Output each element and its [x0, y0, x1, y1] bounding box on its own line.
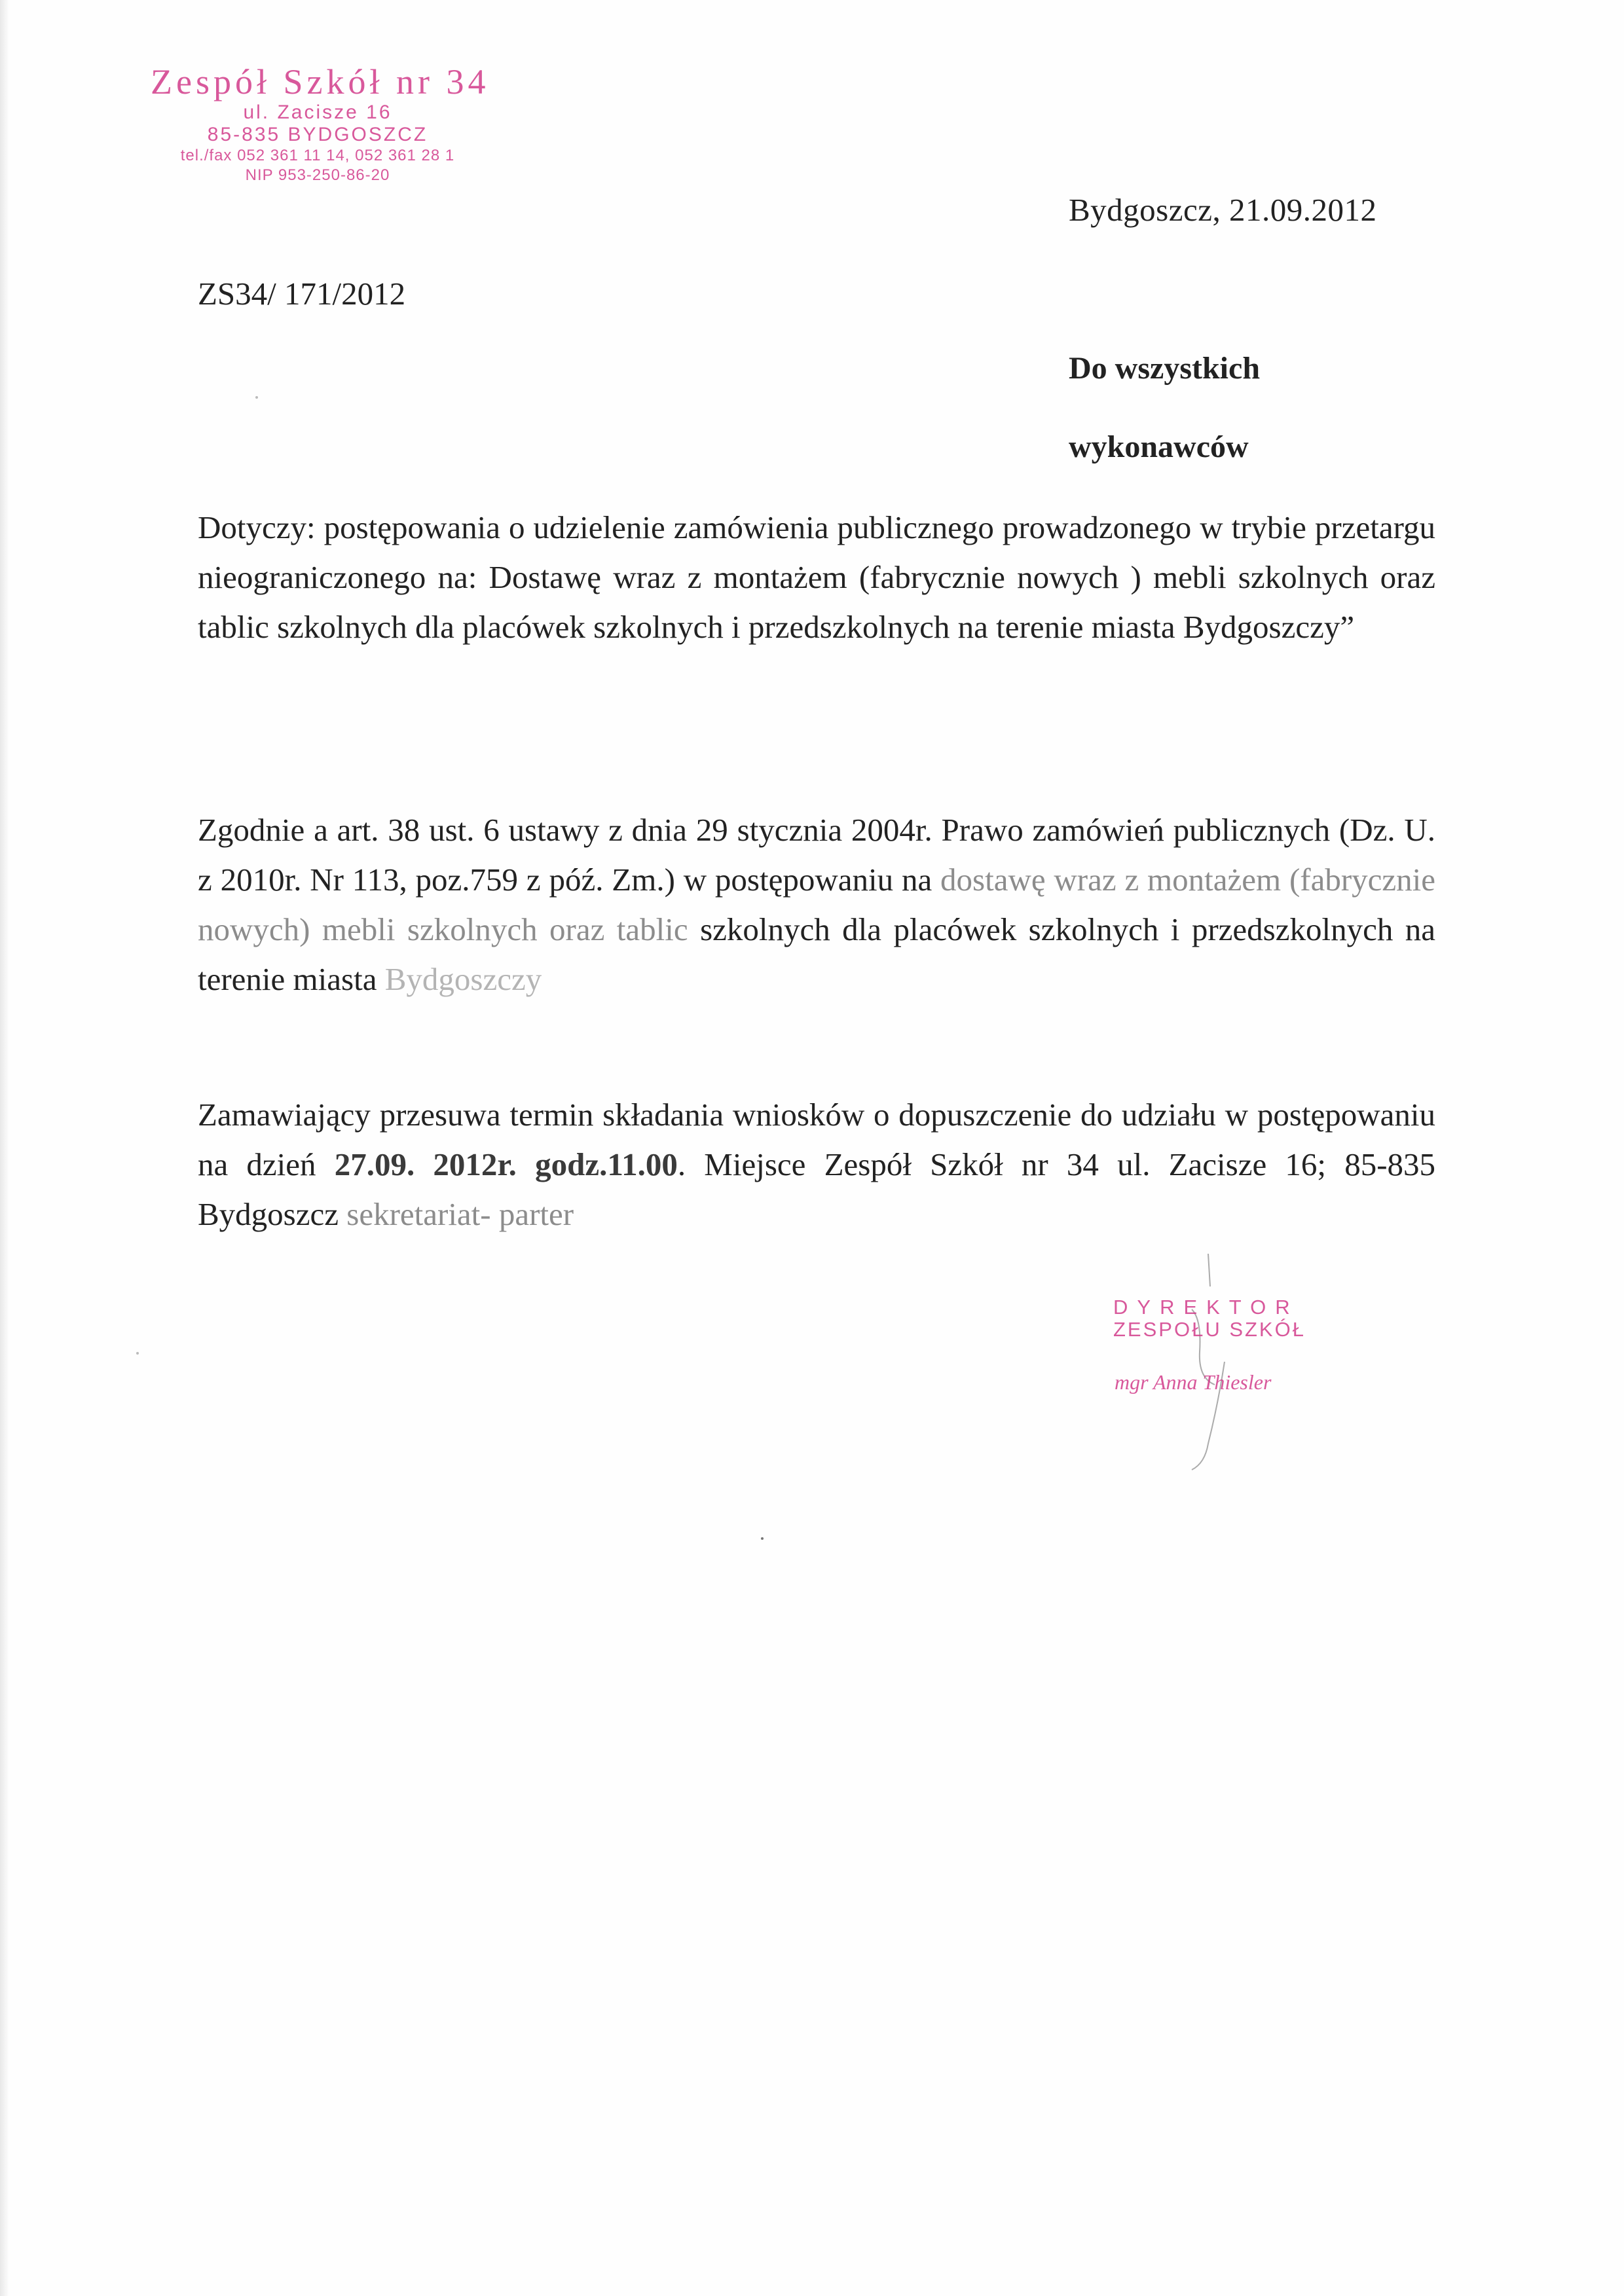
stamp-street: ul. Zacisze 16 — [243, 101, 392, 123]
notice-text-1: Zamawiający przesuwa termin składania wniosków o dopuszczenie do udziału w postępowaniu na dzień — [198, 1097, 1435, 1182]
notice-paragraph — [198, 1090, 1435, 1239]
school-complex-title: ZESPOŁU SZKÓŁ — [1113, 1318, 1306, 1341]
stamp-nip: NIP 953-250-86-20 — [245, 166, 390, 184]
reference-number: ZS34/ 171/2012 — [198, 276, 406, 312]
scan-speck — [255, 396, 258, 399]
scan-edge-shade — [0, 0, 9, 2296]
scan-speck — [761, 1537, 764, 1540]
stamp-phone: tel./fax 052 361 11 14, 052 361 28 1 — [180, 147, 455, 164]
legal-basis-text-faded: dostawę wraz z montażem (fabrycznie nowych) mebli szkolnych oraz tablic — [198, 862, 1436, 947]
letter-date: Bydgoszcz, 21.09.2012 — [1069, 192, 1377, 228]
addressee-line-2: wykonawców — [1069, 429, 1249, 464]
legal-basis-text-3: szkolnych dla placówek szkolnych i przedszkolnych na terenie miasta — [198, 911, 1436, 997]
subject-paragraph: Dotyczy: postępowania o udzielenie zamówienia publicznego prowadzonego w trybie przetargu nieograniczonego na: Dostawę wraz z montażem (fabrycznie nowych ) mebli szkolnych oraz tablic szkolnych dla placówek szkolnych i przedszkolnych na terenie miasta Bydgoszczy” — [198, 509, 1435, 645]
legal-basis-paragraph — [198, 805, 1435, 1004]
notice-deadline: 27.09. 2012r. godz.11.00 — [334, 1146, 678, 1182]
director-stamp — [1113, 1296, 1375, 1394]
scan-speck — [136, 1352, 139, 1355]
director-title: DYREKTOR — [1113, 1296, 1299, 1319]
legal-basis-text-faded-2: Bydgoszczy — [384, 961, 542, 997]
notice-text-faded: sekretariat- parter — [346, 1196, 574, 1232]
legal-basis-text-1: Zgodnie a art. 38 ust. 6 ustawy z dnia 29 stycznia 2004r. Prawo zamówień publicznych (Dz. U. z 2010r. Nr 113, poz.759 z póź. Zm.) w postępowaniu na — [198, 812, 1435, 898]
addressee-line-1: Do wszystkich — [1069, 351, 1261, 386]
school-header-stamp — [128, 62, 507, 185]
notice-text-2: . Miejsce Zespół Szkół nr 34 ul. Zacisze 16; 85-835 Bydgoszcz — [198, 1146, 1436, 1232]
stamp-school-name: Zespół Szkół nr 34 — [151, 62, 490, 101]
director-name: mgr Anna Thiesler — [1115, 1370, 1272, 1394]
stamp-city: 85-835 BYDGOSZCZ — [207, 124, 428, 145]
